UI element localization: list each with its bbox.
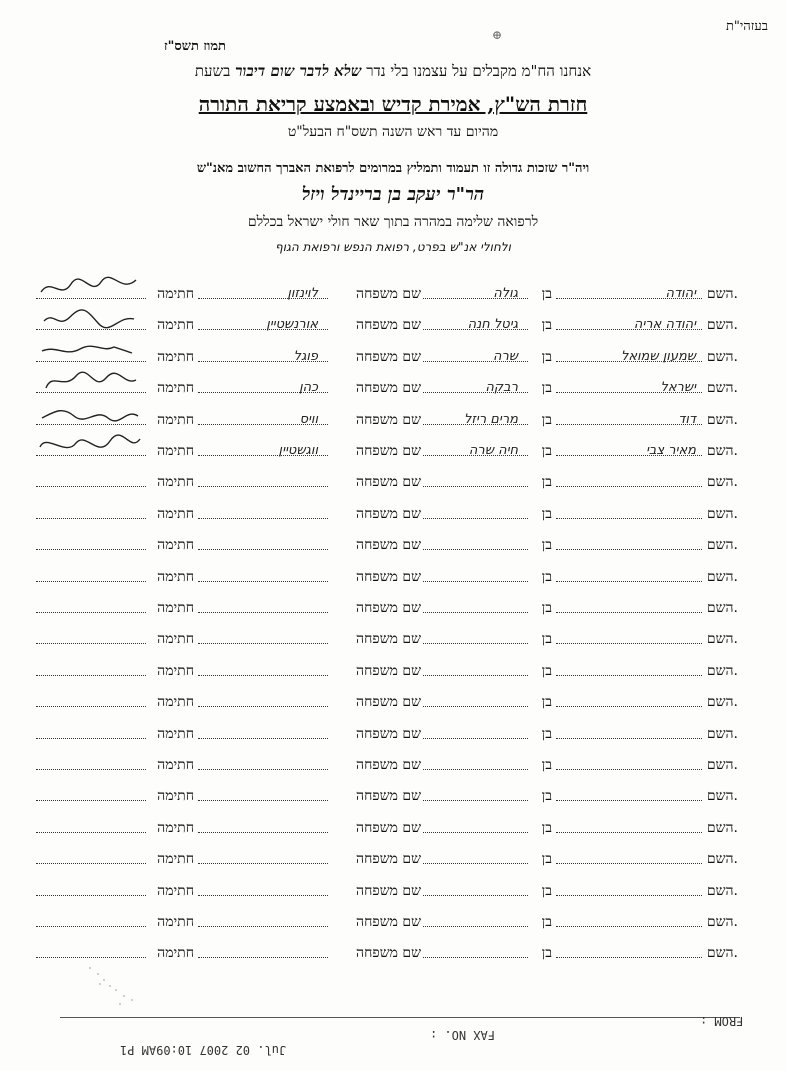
name-label: השם. xyxy=(706,914,738,930)
family-label: שם משפחה xyxy=(356,631,421,648)
name-label: השם. xyxy=(706,348,738,365)
family-label: שם משפחה xyxy=(356,819,421,836)
ben-field[interactable] xyxy=(423,612,528,613)
table-row xyxy=(0,663,786,685)
ben-field[interactable] xyxy=(423,832,528,833)
signature-label: חתימה xyxy=(157,537,194,554)
ben-field[interactable] xyxy=(423,675,528,676)
signature-label: חתימה xyxy=(157,851,194,868)
ben-label: בן xyxy=(541,474,552,491)
ben-label: בן xyxy=(541,348,552,365)
ben-field[interactable] xyxy=(423,549,528,550)
name-field[interactable] xyxy=(556,581,702,582)
pledge-period: מהיום עד ראש השנה תשס"ח הבעל"ט xyxy=(287,124,499,140)
handwritten-ben: מרים ריזל xyxy=(464,411,518,427)
name-field[interactable] xyxy=(556,800,702,801)
name-label: השם. xyxy=(706,662,738,679)
family-field[interactable] xyxy=(198,957,328,958)
name-label: השם. xyxy=(706,443,738,459)
family-label: שם משפחה xyxy=(356,348,421,365)
handwritten-ben: גיטל חנה xyxy=(467,317,518,333)
table-row xyxy=(0,506,786,528)
signature-label: חתימה xyxy=(157,286,194,302)
table-row xyxy=(0,537,786,559)
ben-field[interactable] xyxy=(423,706,528,707)
family-field[interactable] xyxy=(198,549,328,550)
family-field[interactable] xyxy=(198,863,328,864)
family-label: שם משפחה xyxy=(356,882,421,899)
family-label: שם משפחה xyxy=(356,317,421,334)
ben-label: בן xyxy=(541,788,552,805)
ben-label: בן xyxy=(541,631,552,648)
ben-field[interactable] xyxy=(423,518,528,519)
signature-label: חתימה xyxy=(157,882,194,899)
name-field[interactable] xyxy=(556,549,702,550)
ben-field[interactable] xyxy=(423,643,528,644)
name-field[interactable] xyxy=(556,738,702,739)
ben-label: בן xyxy=(541,725,552,742)
signature-field[interactable] xyxy=(36,895,146,896)
document-date: תמוז תשס"ז xyxy=(163,39,226,54)
pledge-pre: אנחנו הח"מ מקבלים על עצמנו בלי נדר xyxy=(361,62,592,80)
ben-label: בן xyxy=(541,380,552,397)
handwritten-ben: חיה שרה xyxy=(468,443,518,458)
name-field[interactable] xyxy=(556,675,702,676)
patient-name: הר"ר יעקב בן בריינדל ויזל xyxy=(301,184,485,205)
binder-hole-mark: ⊕ xyxy=(492,28,503,42)
signature-label: חתימה xyxy=(157,474,194,491)
ben-label: בן xyxy=(541,851,552,868)
ben-label: בן xyxy=(541,443,552,459)
page-title: חזרת הש"ץ, אמירת קדיש ובאמצע קריאת התורה xyxy=(198,92,588,116)
name-label: השם. xyxy=(706,851,738,868)
ben-label: בן xyxy=(541,914,552,930)
name-field[interactable] xyxy=(556,643,702,644)
family-label: שם משפחה xyxy=(356,568,421,585)
family-label: שם משפחה xyxy=(356,914,421,930)
name-field[interactable] xyxy=(556,486,702,487)
name-label: השם. xyxy=(706,568,738,585)
ben-label: בן xyxy=(541,819,552,836)
handwritten-name: ישראל xyxy=(660,380,696,396)
family-field[interactable] xyxy=(198,675,328,676)
table-row xyxy=(0,443,786,465)
name-label: השם. xyxy=(706,537,738,554)
handwritten-family: פוגל xyxy=(293,348,318,364)
signature-label: חתימה xyxy=(157,443,194,459)
ben-label: בן xyxy=(541,286,552,302)
signature-field[interactable] xyxy=(36,643,146,644)
signature-label: חתימה xyxy=(157,914,194,930)
name-field[interactable] xyxy=(556,926,702,927)
name-field[interactable] xyxy=(556,863,702,864)
name-field[interactable] xyxy=(556,895,702,896)
family-label: שם משפחה xyxy=(356,537,421,554)
family-label: שם משפחה xyxy=(356,411,421,428)
table-row xyxy=(0,914,786,936)
signature-field[interactable] xyxy=(36,549,146,550)
name-label: השם. xyxy=(706,945,738,962)
signature-label: חתימה xyxy=(157,411,194,428)
family-field[interactable] xyxy=(198,832,328,833)
signature-label: חתימה xyxy=(157,568,194,585)
pledge-statement xyxy=(0,62,786,81)
signature-label: חתימה xyxy=(157,348,194,365)
handwritten-family: כהן xyxy=(299,380,318,396)
signature-field[interactable] xyxy=(36,863,146,864)
signature-label: חתימה xyxy=(157,505,194,522)
signature-label: חתימה xyxy=(157,600,194,616)
fax-timestamp: Jul. 02 2007 10:09AM P1 xyxy=(120,1043,287,1057)
family-label: שם משפחה xyxy=(356,725,421,742)
name-field[interactable] xyxy=(556,769,702,770)
name-label: השם. xyxy=(706,757,738,773)
signature-field[interactable] xyxy=(36,706,146,707)
family-label: שם משפחה xyxy=(356,474,421,491)
family-field[interactable] xyxy=(198,738,328,739)
handwritten-name: מאיר צבי xyxy=(645,443,696,458)
signature-label: חתימה xyxy=(157,945,194,962)
signature-label: חתימה xyxy=(157,694,194,711)
ben-field[interactable] xyxy=(423,895,528,896)
handwritten-note: ולחולי אנ"ש בפרט, רפואת הנפש ורפואת הגוף xyxy=(275,240,511,254)
fax-divider xyxy=(60,1017,740,1018)
name-field[interactable] xyxy=(556,612,702,613)
signature-label: חתימה xyxy=(157,631,194,648)
table-row xyxy=(0,788,786,810)
ben-field[interactable] xyxy=(423,863,528,864)
signature-label: חתימה xyxy=(157,788,194,805)
name-field[interactable] xyxy=(556,518,702,519)
signature-scribble xyxy=(36,272,146,302)
ben-field[interactable] xyxy=(423,738,528,739)
pledge-bold: שלא לדבר שום דיבור xyxy=(235,62,362,80)
name-label: השם. xyxy=(706,286,738,302)
ben-label: בן xyxy=(541,694,552,711)
family-field[interactable] xyxy=(198,486,328,487)
signature-field[interactable] xyxy=(36,486,146,487)
signature-scribble xyxy=(36,429,146,459)
family-label: שם משפחה xyxy=(356,286,421,302)
name-label: השם. xyxy=(706,788,738,805)
family-field[interactable] xyxy=(198,706,328,707)
family-label: שם משפחה xyxy=(356,662,421,679)
table-row xyxy=(0,883,786,905)
pledge-post: בשעת xyxy=(194,62,236,80)
handwritten-family: ווגשטיין xyxy=(278,443,318,458)
name-label: השם. xyxy=(706,505,738,522)
signature-field[interactable] xyxy=(36,612,146,613)
family-label: שם משפחה xyxy=(356,505,421,522)
ben-label: בן xyxy=(541,945,552,962)
bsd-header: בעזהי"ת xyxy=(725,19,768,34)
table-row xyxy=(0,631,786,653)
ben-label: בן xyxy=(541,317,552,334)
signature-scribble xyxy=(36,366,146,396)
handwritten-ben: שרה xyxy=(492,348,518,364)
signature-label: חתימה xyxy=(157,757,194,773)
name-label: השם. xyxy=(706,380,738,397)
name-label: השם. xyxy=(706,600,738,616)
table-row xyxy=(0,851,786,873)
family-field[interactable] xyxy=(198,643,328,644)
family-field[interactable] xyxy=(198,895,328,896)
name-label: השם. xyxy=(706,882,738,899)
handwritten-family: וויס xyxy=(299,411,318,427)
family-field[interactable] xyxy=(198,518,328,519)
ben-label: בן xyxy=(541,600,552,616)
family-label: שם משפחה xyxy=(356,788,421,805)
name-field[interactable] xyxy=(556,706,702,707)
family-field[interactable] xyxy=(198,800,328,801)
signature-field[interactable] xyxy=(36,581,146,582)
signature-field[interactable] xyxy=(36,675,146,676)
ben-label: בן xyxy=(541,662,552,679)
ben-field[interactable] xyxy=(423,581,528,582)
handwritten-name: דוד xyxy=(678,411,696,427)
signature-label: חתימה xyxy=(157,380,194,397)
signature-field[interactable] xyxy=(36,738,146,739)
table-row xyxy=(0,757,786,779)
signature-field[interactable] xyxy=(36,926,146,927)
family-field[interactable] xyxy=(198,926,328,927)
signature-scribble xyxy=(36,303,146,333)
refuah-line: לרפואה שלימה במהרה בתוך שאר חולי ישראל בכללם xyxy=(247,214,539,230)
signature-field[interactable] xyxy=(36,957,146,958)
family-label: שם משפחה xyxy=(356,600,421,616)
handwritten-ben: רבקה xyxy=(485,380,518,396)
signature-label: חתימה xyxy=(157,317,194,334)
merit-statement: ויה"ר שזכות גדולה זו תעמוד ותמליץ במרומים לרפואת האברך החשוב מאנ"ש xyxy=(196,161,590,176)
signature-label: חתימה xyxy=(157,662,194,679)
ben-label: בן xyxy=(541,505,552,522)
signature-field[interactable] xyxy=(36,800,146,801)
signature-label: חתימה xyxy=(157,725,194,742)
fax-from: FROM : xyxy=(700,1014,744,1028)
name-label: השם. xyxy=(706,819,738,836)
signature-label: חתימה xyxy=(157,819,194,836)
signature-scribble xyxy=(36,398,146,428)
handwritten-name: יהודה xyxy=(665,286,696,301)
ben-field[interactable] xyxy=(423,926,528,927)
ben-label: בן xyxy=(541,411,552,428)
table-row xyxy=(0,726,786,748)
handwritten-family: אורנשטיין xyxy=(266,317,318,333)
family-label: שם משפחה xyxy=(356,694,421,711)
family-field[interactable] xyxy=(198,581,328,582)
table-row xyxy=(0,820,786,842)
family-label: שם משפחה xyxy=(356,443,421,459)
fax-number: FAX NO. : xyxy=(430,1028,496,1042)
name-label: השם. xyxy=(706,411,738,428)
ben-label: בן xyxy=(541,568,552,585)
name-label: השם. xyxy=(706,317,738,334)
signature-field[interactable] xyxy=(36,518,146,519)
signature-field[interactable] xyxy=(36,832,146,833)
name-label: השם. xyxy=(706,694,738,711)
table-row xyxy=(0,600,786,622)
ben-label: בן xyxy=(541,882,552,899)
name-label: השם. xyxy=(706,474,738,491)
name-field[interactable] xyxy=(556,832,702,833)
family-label: שם משפחה xyxy=(356,380,421,397)
handwritten-family: לוינזון xyxy=(287,286,318,301)
table-row xyxy=(0,694,786,716)
family-label: שם משפחה xyxy=(356,757,421,773)
name-label: השם. xyxy=(706,631,738,648)
name-field[interactable] xyxy=(556,957,702,958)
ben-field[interactable] xyxy=(423,957,528,958)
family-label: שם משפחה xyxy=(356,851,421,868)
family-field[interactable] xyxy=(198,612,328,613)
handwritten-name: יהודה אריה xyxy=(633,317,696,333)
family-field[interactable] xyxy=(198,769,328,770)
name-label: השם. xyxy=(706,725,738,742)
ben-field[interactable] xyxy=(423,769,528,770)
signature-scribble xyxy=(36,335,146,365)
signature-field[interactable] xyxy=(36,769,146,770)
table-row xyxy=(0,474,786,496)
scan-smudge xyxy=(80,960,160,1010)
ben-label: בן xyxy=(541,757,552,773)
ben-field[interactable] xyxy=(423,486,528,487)
handwritten-ben: גולה xyxy=(493,286,518,301)
family-label: שם משפחה xyxy=(356,945,421,962)
table-row xyxy=(0,569,786,591)
ben-field[interactable] xyxy=(423,800,528,801)
ben-label: בן xyxy=(541,537,552,554)
handwritten-name: שמעון שמואל xyxy=(620,348,696,364)
